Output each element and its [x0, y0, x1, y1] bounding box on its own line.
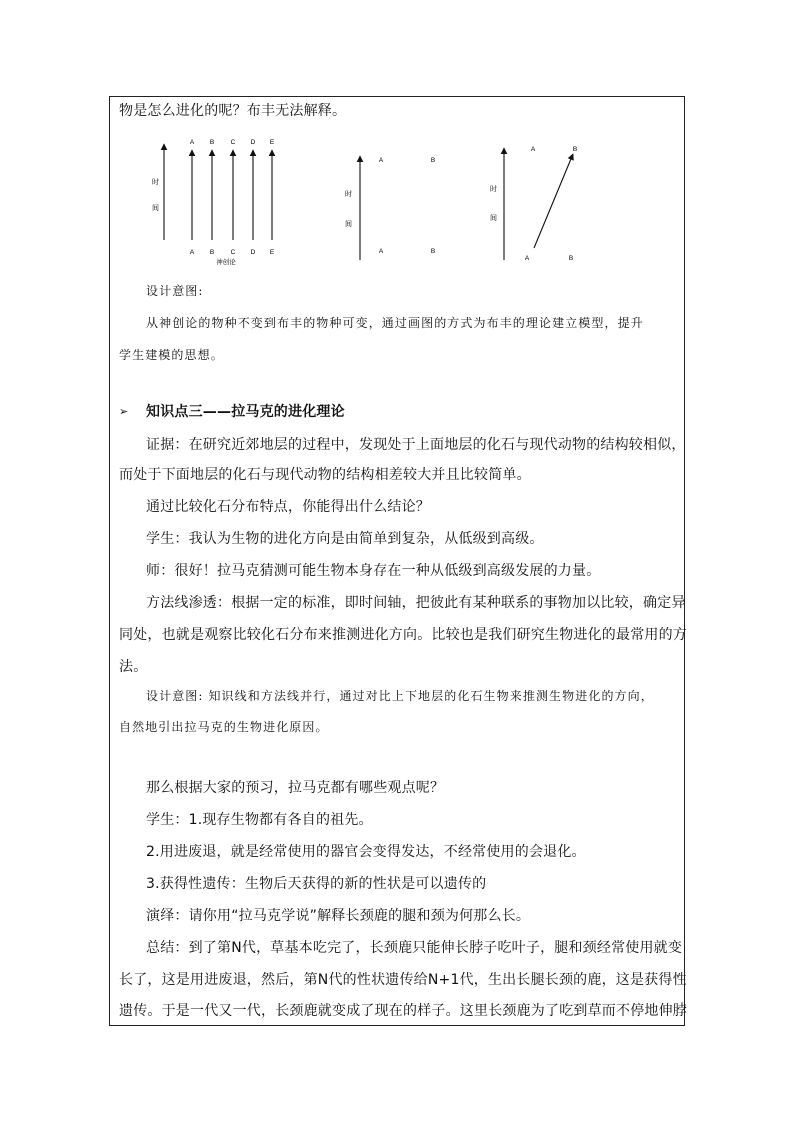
bottom-letter-b: B	[430, 248, 436, 255]
top-letter-a: A	[189, 139, 195, 146]
top-letter-d: D	[250, 139, 256, 146]
top-letter-b: B	[572, 146, 578, 153]
viewpoint-2: 2.用进废退，就是经常使用的器官会变得发达，不经常使用的会退化。	[146, 844, 586, 860]
time-char-2: 间	[490, 215, 497, 222]
bottom-letter-e: E	[269, 249, 275, 256]
summary-line-3: 遗传。于是一代又一代，长颈鹿就变成了现在的样子。这里长颈鹿为了吃到草而不停地伸脖	[119, 1003, 687, 1019]
design-intent-label: 设计意图:	[146, 284, 204, 298]
creationism-diagram	[140, 132, 300, 268]
top-letter-a: A	[378, 157, 384, 164]
evidence-line-1: 证据：在研究近郊地层的过程中，发现处于上面地层的化石与现代动物的结构较相似，	[146, 437, 686, 453]
bottom-letter-d: D	[250, 249, 256, 256]
section-bullet-icon: ➢	[119, 405, 129, 418]
top-letter-b: B	[209, 139, 215, 146]
student-answer-1: 学生：我认为生物的进化方向是由简单到复杂，从低级到高级。	[146, 531, 544, 547]
top-letter-c: C	[230, 139, 236, 146]
method-line-3: 法。	[119, 659, 148, 675]
deduction-task: 演绎：请你用“拉马克学说”解释长颈鹿的腿和颈为何那么长。	[146, 908, 531, 924]
question-2: 那么根据大家的预习，拉马克都有哪些观点呢？	[146, 780, 445, 796]
bottom-letter-a: A	[524, 255, 530, 262]
bottom-letter-b: B	[209, 249, 215, 256]
teacher-reply-1: 师：很好！拉马克猜测可能生物本身存在一种从低级到高级发展的力量。	[146, 563, 601, 579]
species-change-diagram	[485, 140, 595, 265]
bottom-letter-c: C	[230, 249, 236, 256]
change-arrow	[534, 154, 573, 248]
time-char-2: 间	[345, 221, 352, 228]
bottom-letter-a: A	[189, 249, 195, 256]
top-letter-b: B	[430, 157, 436, 164]
top-letter-e: E	[269, 139, 275, 146]
bottom-letter-b: B	[568, 255, 574, 262]
method-line-2: 同处，也就是观察比较化石分布来推测进化方向。比较也是我们研究生物进化的最常用的方	[119, 627, 687, 643]
time-char-2: 间	[152, 205, 159, 212]
design-intent-2-line-2: 自然地引出拉马克的生物进化原因。	[119, 720, 329, 734]
evidence-line-2: 而处于下面地层的化石与现代动物的结构相差较大并且比较简单。	[119, 467, 531, 483]
time-char-1: 时	[152, 179, 159, 186]
design-intent-line-1: 从神创论的物种不变到布丰的物种可变，通过画图的方式为布丰的理论建立模型，提升	[146, 316, 644, 330]
section-heading: 知识点三——拉马克的进化理论	[146, 404, 345, 420]
time-char-1: 时	[490, 186, 497, 193]
intro-text: 物是怎么进化的呢？布丰无法解释。	[119, 103, 347, 119]
design-intent-2-line-1: 设计意图: 知识线和方法线并行，通过对比上下地层的化石生物来推测生物进化的方向，	[146, 689, 654, 703]
student-answer-2: 学生：1.现存生物都有各自的祖先。	[146, 812, 373, 828]
summary-line-1: 总结：到了第N代，草基本吃完了，长颈鹿只能伸长脖子吃叶子，腿和颈经常使用就变	[146, 940, 683, 956]
method-line-1: 方法线渗透：根据一定的标准，即时间轴，把彼此有某种联系的事物加以比较，确定异	[146, 595, 686, 611]
bottom-letter-a: A	[378, 248, 384, 255]
viewpoint-3: 3.获得性遗传：生物后天获得的新的性状是可以遗传的	[146, 876, 487, 892]
question-1: 通过比较化石分布特点，你能得出什么结论？	[146, 499, 430, 515]
buffon-diagram	[335, 148, 455, 268]
summary-line-2: 长了，这是用进废退，然后，第N代的性状遗传给N+1代，生出长腿长颈的鹿，这是获得性	[119, 972, 687, 988]
diagram-caption: 神创论	[216, 259, 236, 266]
species-lines	[192, 150, 272, 240]
time-char-1: 时	[345, 191, 352, 198]
design-intent-line-2: 学生建模的思想。	[119, 348, 224, 362]
top-letter-a: A	[530, 146, 536, 153]
